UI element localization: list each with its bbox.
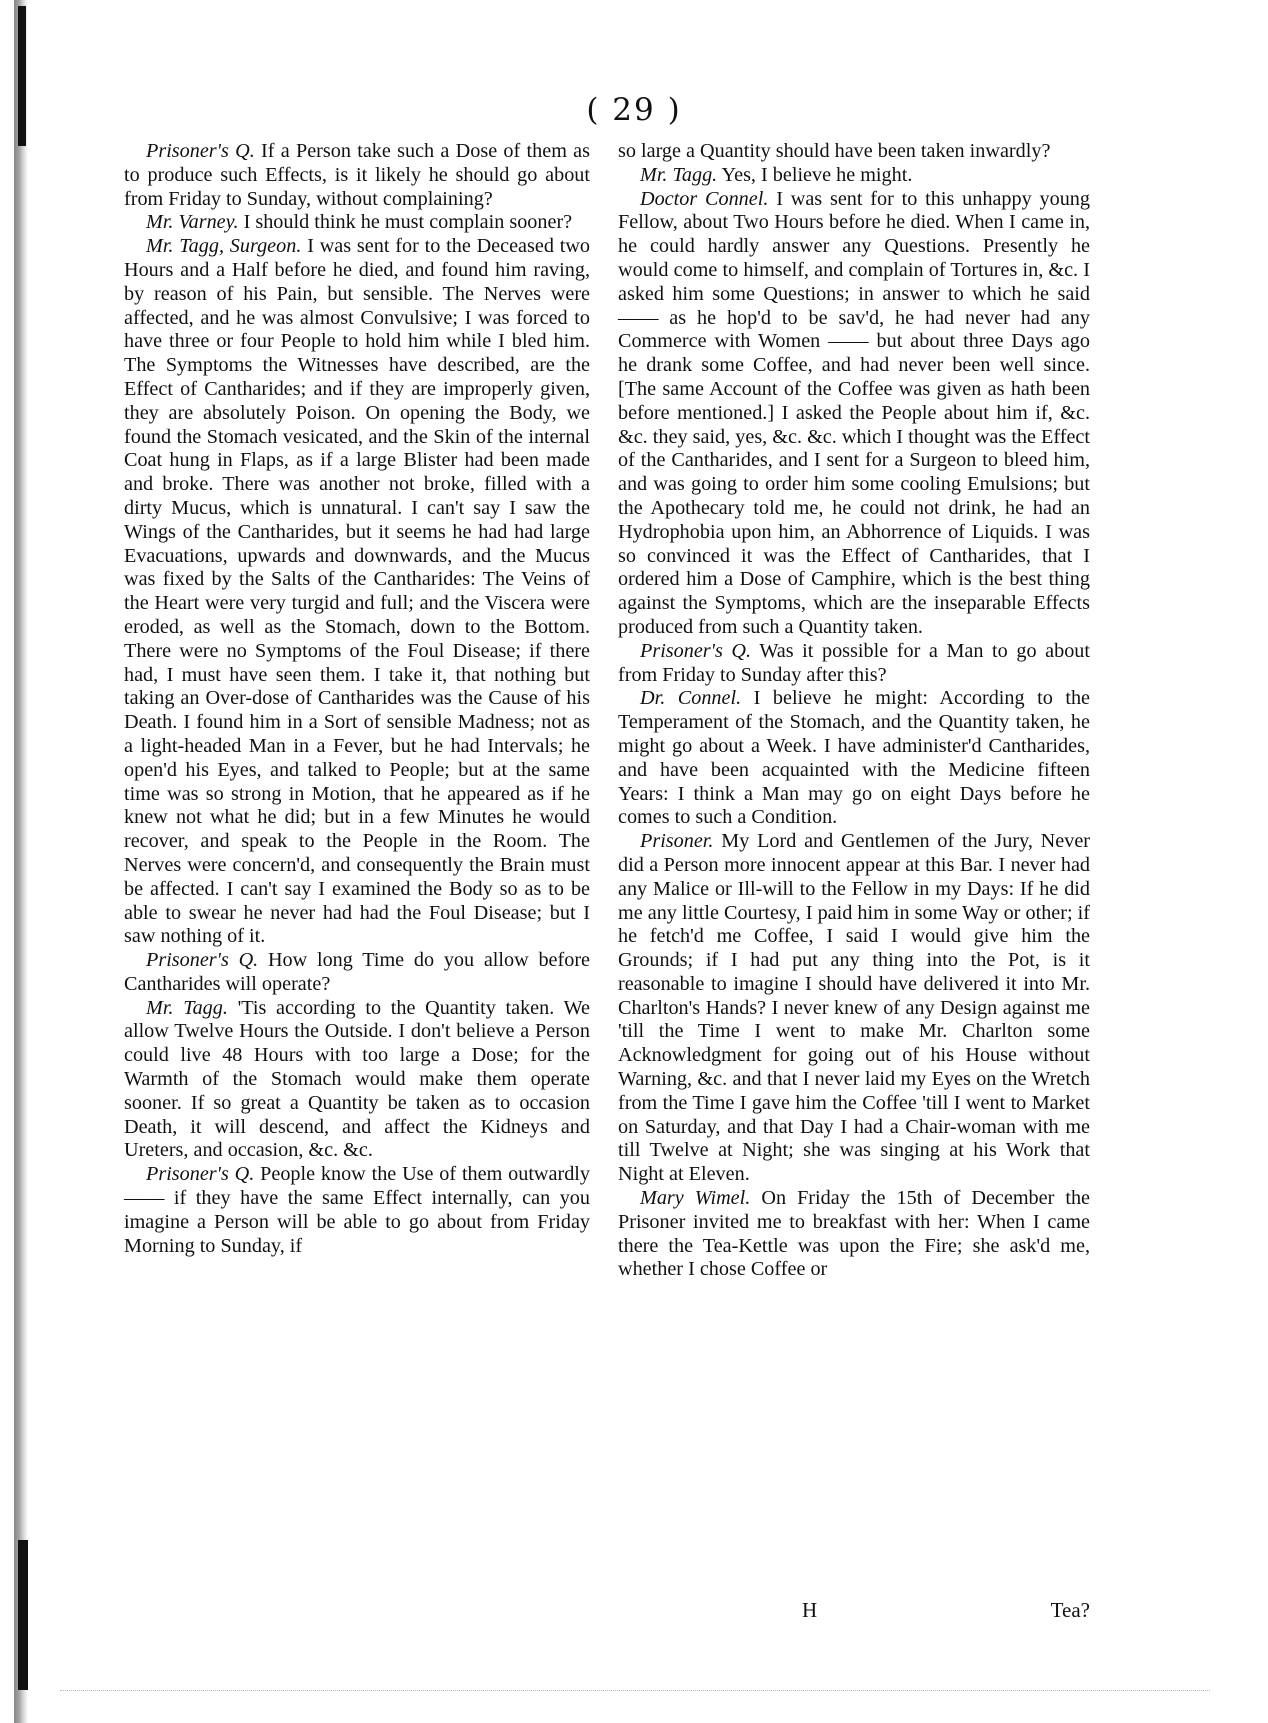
paragraph-text: How long Time do you allow before Cantharides will operate? xyxy=(124,949,590,995)
paragraph-text: Yes, I believe he might. xyxy=(721,163,913,186)
paragraph xyxy=(618,687,1090,830)
paragraph xyxy=(124,997,590,1164)
paragraph-text: I was sent for to this unhappy young Fellow, about Two Hours before he died. When I came in, he could hardly answer any Questions. Presently he would come to himself, and complain of Tortures in, &c. I asked him some Questions; in answer to which he said —— as he hop'd to be sav'd, he had never had any Commerce with Women —— but about three Days ago he drank some Coffee, and had never been well since. [The same Account of the Coffee was given as hath been before mentioned.] I asked the People about him if, &c. &c. they said, yes, &c. &c. which I thought was the Effect of the Cantharides, and I sent for a Surgeon to bleed him, and was going to order him some cooling Emulsions; but the Apothecary told me, he could not drink, he had an Hydrophobia upon him, an Abhorrence of Liquids. I was so convinced it was the Effect of Cantharides, that I ordered him a Dose of Camphire, which is the best thing against the Symptoms, which are the inseparable Effects produced from such a Quantity taken. xyxy=(618,187,1090,638)
speaker-label: Dr. Connel. xyxy=(640,687,742,710)
paragraph-text: My Lord and Gentlemen of the Jury, Never did a Person more innocent appear at this Bar. I never had any Malice or Ill-will to the Fellow in my Days: If he did me any little Courtesy, I paid him in some Way or other; if he fetch'd me Coffee, I said I would give him the Grounds; if I had put any thing into the Pot, is it reasonable to imagine I should have delivered it into Mr. Charlton's Hands? I never knew of any Design against me 'till the Time I went to make Mr. Charlton some Acknowledgment for going out of his House without Warning, &c. and that I never laid my Eyes on the Wretch from the Time I gave him the Coffee 'till I went to Market on Saturday, and that Day I had a Chair-woman with me till Twelve at Night; she was singing at his Work that Night at Eleven. xyxy=(618,830,1091,1186)
speaker-label: Mr. Varney. xyxy=(146,211,239,234)
paragraph xyxy=(124,949,590,997)
paragraph xyxy=(124,1163,590,1258)
speaker-label: Prisoner. xyxy=(640,830,714,853)
paragraph-text: If a Person take such a Dose of them as to produce such Effects, is it likely he should go about from Friday to Sunday, without complaining? xyxy=(124,140,590,210)
speaker-label: Prisoner's Q. xyxy=(640,639,752,662)
binding-mark xyxy=(18,1540,28,1690)
catchword: Tea? xyxy=(1050,1598,1090,1622)
paragraph-text: On Friday the 15th of December the Prisoner invited me to breakfast with her: When I came there the Tea-Kettle was upon the Fire; she ask'd me, whether I chose Coffee or xyxy=(618,1187,1091,1281)
speaker-label: Prisoner's Q. xyxy=(146,949,259,972)
paragraph xyxy=(124,211,590,235)
speaker-label: Mr. Tagg. xyxy=(146,996,228,1019)
paragraph-text: People know the Use of them outwardly —— if they have the same Effect internally, can you imagine a Person will be able to go about from Friday Morning to Sunday, if xyxy=(124,1163,590,1257)
paragraph-text: I believe he might: According to the Temperament of the Stomach, and the Quantity taken, he might go about a Week. I have administer'd Cantharides, and have been acquainted with the Medicine fifteen Years: I think a Man may go on eight Days before he comes to such a Condition. xyxy=(618,687,1091,829)
speaker-label: Prisoner's Q. xyxy=(146,1163,255,1186)
scan-noise xyxy=(60,1690,1210,1692)
paragraph-text: so large a Quantity should have been taken inwardly? xyxy=(618,140,1051,162)
paragraph xyxy=(124,140,590,211)
speaker-label: Doctor Connel. xyxy=(640,187,769,210)
page-number: ( 29 ) xyxy=(586,92,682,128)
signature-mark: H xyxy=(802,1598,818,1622)
paragraph-text: I was sent for to the Deceased two Hours and a Half before he died, and found him raving, by reason of his Pain, but sensible. The Nerves were affected, and he was almost Convulsive; I was forced to have three or four People to hold him while I bled him. The Symptoms the Witnesses have described, are the Effect of Cantharides; and if they are improperly given, they are absolutely Poison. On opening the Body, we found the Stomach vesicated, and the Skin of the internal Coat hung in Flaps, as if a large Blister had been made and broke. There was another not broke, filled with a dirty Mucus, which is unnatural. I can't say I saw the Wings of the Cantharides, but it seems he had had large Evacuations, upwards and downwards, and the Mucus was fixed by the Salts of the Cantharides: The Veins of the Heart were very turgid and full; and the Viscera were eroded, as well as the Stomach, down to the Bottom. There were no Symptoms of the Foul Disease; if there had, I must have seen them. I take it, that nothing but taking an Over-dose of Cantharides was the Cause of his Death. I found him in a Sort of sensible Madness; not as a light-headed Man in a Fever, but he had Intervals; he open'd his Eyes, and talked to People; but at the same time was so strong in Motion, that he appeared as if he knew not what he did; but in a few Minutes he would recover, and speak to the People in the Room. The Nerves were concern'd, and consequently the Brain must be affected. I can't say I examined the Body so as to be able to swear he never had had the Foul Disease; but I saw nothing of it. xyxy=(124,235,591,948)
left-column xyxy=(124,140,590,1258)
paragraph-text: Was it possible for a Man to go about from Friday to Sunday after this? xyxy=(618,639,1090,686)
paragraph xyxy=(618,640,1090,688)
paragraph xyxy=(124,235,590,949)
paragraph-text: I should think he must complain sooner? xyxy=(243,211,573,234)
paragraph xyxy=(618,188,1090,640)
page-edge-shadow xyxy=(14,0,28,1723)
paragraph xyxy=(618,164,1090,188)
speaker-label: Mary Wimel. xyxy=(640,1187,751,1210)
paragraph xyxy=(618,1187,1090,1282)
paragraph xyxy=(618,830,1090,1187)
paragraph xyxy=(618,140,1090,164)
speaker-label: Mr. Tagg. xyxy=(640,163,718,186)
right-column xyxy=(618,140,1090,1282)
speaker-label: Prisoner's Q. xyxy=(146,140,255,162)
speaker-label: Mr. Tagg, Surgeon. xyxy=(146,235,302,258)
paragraph-text: 'Tis according to the Quantity taken. We allow Twelve Hours the Outside. I don't believe a Person could live 48 Hours with too large a Dose; for the Warmth of the Stomach would make them operate sooner. If so great a Quantity be taken as to occasion Death, it will descend, and affect the Kidneys and Ureters, and occasion, &c. &c. xyxy=(124,996,591,1162)
